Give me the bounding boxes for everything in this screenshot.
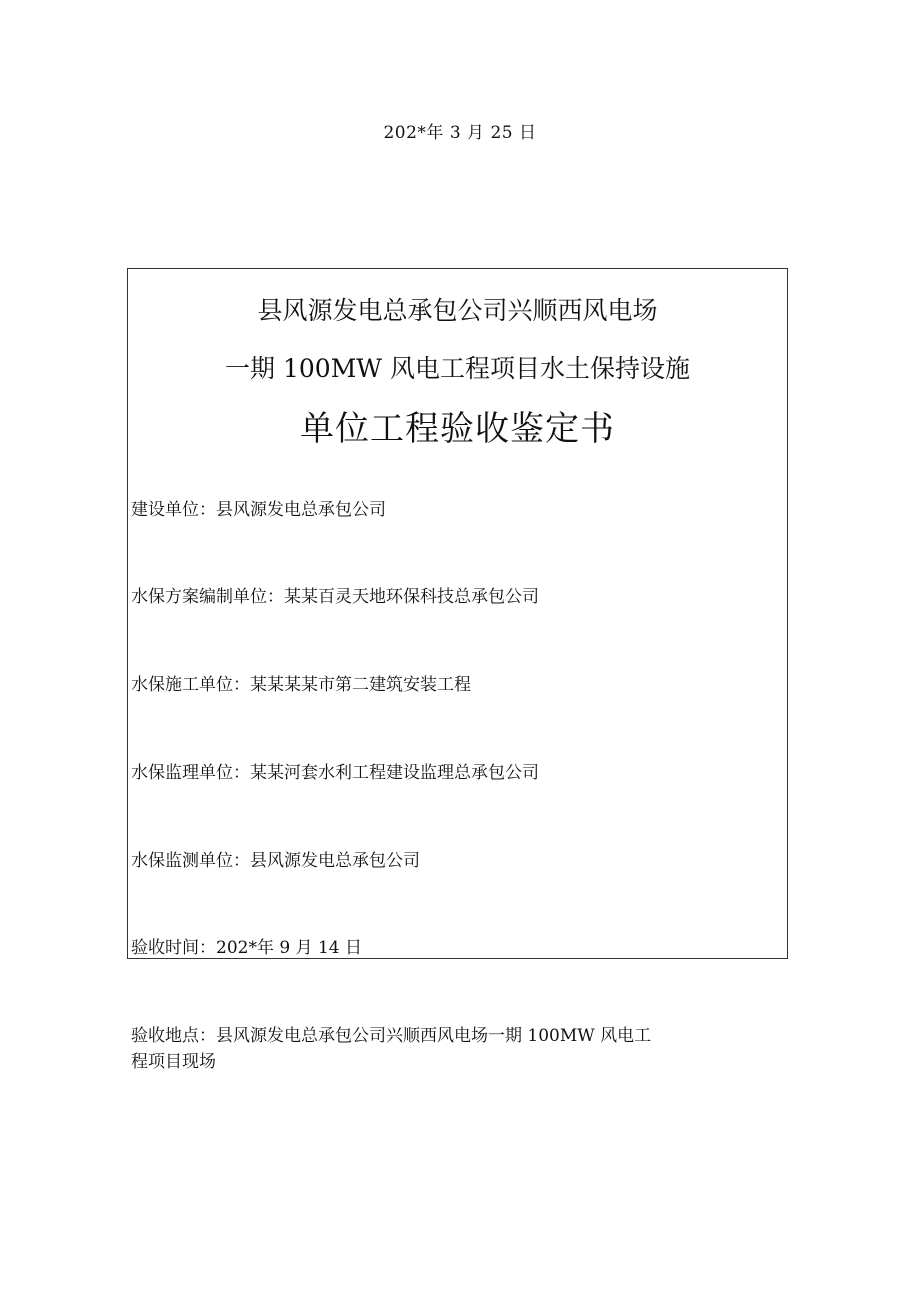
acceptance-location — [131, 1023, 731, 1075]
construction-unit-field: 建设单位：县风源发电总承包公司 — [131, 500, 386, 520]
title-line-3: 单位工程验收鉴定书 — [300, 409, 615, 449]
supervision-unit-field: 水保监理单位：某某河套水利工程建设监理总承包公司 — [131, 763, 539, 783]
location-line-1: 验收地点：县风源发电总承包公司兴顺西风电场一期 100MW 风电工 — [131, 1026, 652, 1046]
certificate-box — [127, 268, 788, 959]
construction-contractor-field: 水保施工单位：某某某某市第二建筑安装工程 — [131, 675, 471, 695]
location-line-2: 程项目现场 — [131, 1052, 216, 1072]
monitoring-unit-field: 水保监测单位：县风源发电总承包公司 — [131, 851, 420, 871]
plan-unit-field: 水保方案编制单位：某某百灵天地环保科技总承包公司 — [131, 587, 539, 607]
title-line-1: 县风源发电总承包公司兴顺西风电场 — [257, 296, 658, 325]
acceptance-time-field: 验收时间：202*年 9 月 14 日 — [131, 938, 363, 958]
title-line-2: 一期 100MW 风电工程项目水土保持设施 — [225, 354, 690, 383]
document-date: 202*年 3 月 25 日 — [383, 123, 537, 143]
